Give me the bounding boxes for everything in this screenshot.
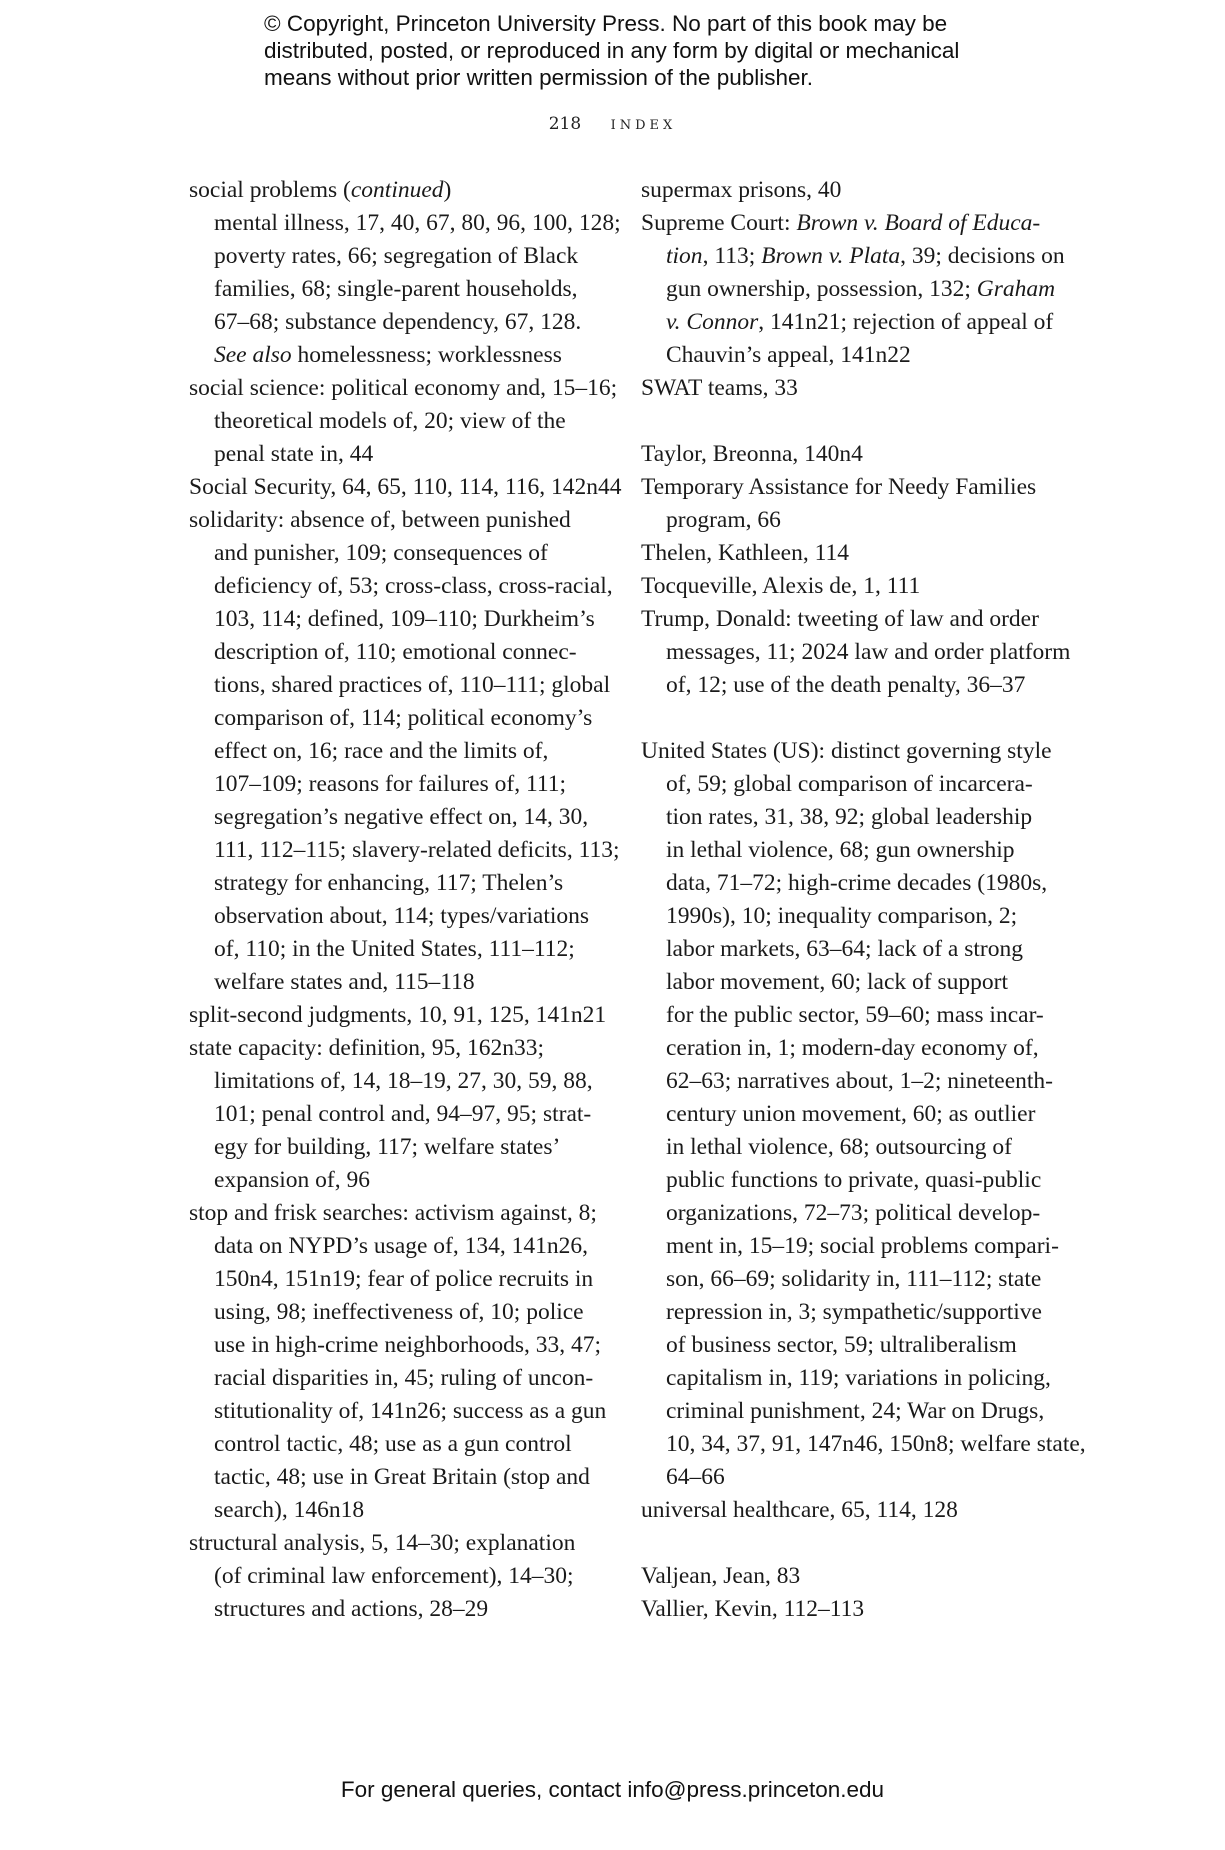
index-subentry-line: 64–66 xyxy=(666,1464,725,1490)
index-subentry-line: and punisher, 109; consequences of xyxy=(214,540,548,566)
index-entry-line: Temporary Assistance for Needy Families xyxy=(641,474,1037,500)
index-subentry-line: program, 66 xyxy=(666,507,781,533)
index-entry-line: universal healthcare, 65, 114, 128 xyxy=(641,1497,958,1523)
index-subentry-line: segregation’s negative effect on, 14, 30, xyxy=(214,804,589,830)
index-subentry-line: data, 71–72; high-crime decades (1980s, xyxy=(666,870,1048,896)
index-entry-line: stop and frisk searches: activism against, 8; xyxy=(189,1200,597,1226)
index-subentry-line: expansion of, 96 xyxy=(214,1167,370,1193)
index-subentry-line: of, 110; in the United States, 111–112; xyxy=(214,936,575,962)
index-subentry-line: ment in, 15–19; social problems compari- xyxy=(666,1233,1059,1259)
index-subentry-line: v. Connor, 141n21; rejection of appeal of xyxy=(666,309,1054,335)
index-subentry-line: of, 59; global comparison of incarcera- xyxy=(666,771,1033,797)
index-entry-line: United States (US): distinct governing style xyxy=(641,738,1052,764)
index-subentry-line: public functions to private, quasi-public xyxy=(666,1167,1042,1193)
index-subentry-line: 111, 112–115; slavery-related deficits, 113; xyxy=(214,837,620,863)
copyright-line: © Copyright, Princeton University Press. No part of this book may be xyxy=(264,11,948,36)
copyright-notice xyxy=(264,10,1024,91)
index-subentry-line: description of, 110; emotional connec- xyxy=(214,639,577,665)
index-subentry-line: tion, 113; Brown v. Plata, 39; decisions on xyxy=(666,243,1065,269)
index-subentry-line: families, 68; single-parent households, xyxy=(214,276,578,302)
index-entry-line: Vallier, Kevin, 112–113 xyxy=(641,1596,865,1622)
index-entry-line: SWAT teams, 33 xyxy=(641,375,798,401)
index-subentry-line: 10, 34, 37, 91, 147n46, 150n8; welfare state, xyxy=(666,1431,1086,1457)
index-subentry-line: Chauvin’s appeal, 141n22 xyxy=(666,342,911,368)
index-subentry-line: 1990s), 10; inequality comparison, 2; xyxy=(666,903,1018,929)
index-subentry-line: using, 98; ineffectiveness of, 10; police xyxy=(214,1299,584,1325)
index-subentry-line: See also homelessness; worklessness xyxy=(214,342,562,368)
index-subentry-line: limitations of, 14, 18–19, 27, 30, 59, 88, xyxy=(214,1068,593,1094)
index-subentry-line: for the public sector, 59–60; mass incar- xyxy=(666,1002,1044,1028)
index-entry-line: supermax prisons, 40 xyxy=(641,177,842,203)
index-subentry-line: observation about, 114; types/variations xyxy=(214,903,590,929)
index-subentry-line: strategy for enhancing, 117; Thelen’s xyxy=(214,870,564,896)
index-entry-line: social science: political economy and, 15–16; xyxy=(189,375,618,401)
index-subentry-line: capitalism in, 119; variations in policing, xyxy=(666,1365,1051,1391)
index-entry-line: Tocqueville, Alexis de, 1, 111 xyxy=(641,573,921,599)
page-number: 218 xyxy=(548,114,582,134)
index-column-left xyxy=(189,174,622,1626)
index-subentry-line: ceration in, 1; modern-day economy of, xyxy=(666,1035,1039,1061)
blank-line xyxy=(641,1527,1061,1560)
index-subentry-line: gun ownership, possession, 132; Graham xyxy=(666,276,1056,302)
index-subentry-line: theoretical models of, 20; view of the xyxy=(214,408,566,434)
index-subentry-line: use in high-crime neighborhoods, 33, 47; xyxy=(214,1332,602,1358)
index-entry-line: solidarity: absence of, between punished xyxy=(189,507,571,533)
index-subentry-line: labor movement, 60; lack of support xyxy=(666,969,1008,995)
index-entry-line: Supreme Court: Brown v. Board of Educa- xyxy=(641,210,1041,236)
blank-line xyxy=(641,405,1061,438)
index-subentry-line: structures and actions, 28–29 xyxy=(214,1596,489,1622)
index-subentry-line: messages, 11; 2024 law and order platform xyxy=(666,639,1071,665)
index-subentry-line: tactic, 48; use in Great Britain (stop and xyxy=(214,1464,590,1490)
running-head xyxy=(0,112,1225,134)
index-subentry-line: stitutionality of, 141n26; success as a gun xyxy=(214,1398,607,1424)
index-subentry-line: organizations, 72–73; political develop- xyxy=(666,1200,1041,1226)
index-subentry-line: criminal punishment, 24; War on Drugs, xyxy=(666,1398,1045,1424)
index-subentry-line: in lethal violence, 68; gun ownership xyxy=(666,837,1015,863)
index-subentry-line: data on NYPD’s usage of, 134, 141n26, xyxy=(214,1233,589,1259)
index-subentry-line: 101; penal control and, 94–97, 95; strat- xyxy=(214,1101,592,1127)
index-entry-line: Thelen, Kathleen, 114 xyxy=(641,540,849,566)
index-subentry-line: racial disparities in, 45; ruling of uncon- xyxy=(214,1365,594,1391)
index-subentry-line: search), 146n18 xyxy=(214,1497,365,1523)
blank-line xyxy=(641,702,1061,735)
index-subentry-line: egy for building, 117; welfare states’ xyxy=(214,1134,561,1160)
index-subentry-line: mental illness, 17, 40, 67, 80, 96, 100, 128; xyxy=(214,210,621,236)
index-subentry-line: 103, 114; defined, 109–110; Durkheim’s xyxy=(214,606,595,632)
index-entry-line: split-second judgments, 10, 91, 125, 141n21 xyxy=(189,1002,607,1028)
copyright-line: distributed, posted, or reproduced in any form by digital or mechanical xyxy=(264,38,960,63)
index-subentry-line: tion rates, 31, 38, 92; global leadership xyxy=(666,804,1033,830)
index-column-right xyxy=(641,174,1086,1626)
index-subentry-line: son, 66–69; solidarity in, 111–112; state xyxy=(666,1266,1042,1292)
index-entry-line: Social Security, 64, 65, 110, 114, 116, 142n44 xyxy=(189,474,622,500)
index-subentry-line: labor markets, 63–64; lack of a strong xyxy=(666,936,1023,962)
index-subentry-line: 107–109; reasons for failures of, 111; xyxy=(214,771,566,797)
index-entry-line: Valjean, Jean, 83 xyxy=(641,1563,801,1589)
index-subentry-line: penal state in, 44 xyxy=(214,441,374,467)
index-subentry-line: control tactic, 48; use as a gun control xyxy=(214,1431,572,1457)
index-subentry-line: tions, shared practices of, 110–111; global xyxy=(214,672,611,698)
running-head-title: index xyxy=(610,112,677,134)
index-subentry-line: (of criminal law enforcement), 14–30; xyxy=(214,1563,574,1589)
index-subentry-line: of business sector, 59; ultraliberalism xyxy=(666,1332,1017,1358)
index-subentry-line: deficiency of, 53; cross-class, cross-racial, xyxy=(214,573,613,599)
index-subentry-line: 62–63; narratives about, 1–2; nineteenth- xyxy=(666,1068,1053,1094)
index-entry-line: state capacity: definition, 95, 162n33; xyxy=(189,1035,545,1061)
index-subentry-line: in lethal violence, 68; outsourcing of xyxy=(666,1134,1012,1160)
footer-contact: For general queries, contact info@press.princeton.edu xyxy=(340,1777,885,1802)
index-subentry-line: 150n4, 151n19; fear of police recruits in xyxy=(214,1266,594,1292)
index-entry-line: social problems (continued) xyxy=(189,177,452,203)
index-subentry-line: welfare states and, 115–118 xyxy=(214,969,475,995)
index-subentry-line: of, 12; use of the death penalty, 36–37 xyxy=(666,672,1026,698)
index-subentry-line: effect on, 16; race and the limits of, xyxy=(214,738,549,764)
index-entry-line: structural analysis, 5, 14–30; explanation xyxy=(189,1530,576,1556)
index-subentry-line: comparison of, 114; political economy’s xyxy=(214,705,593,731)
index-subentry-line: poverty rates, 66; segregation of Black xyxy=(214,243,579,269)
index-subentry-line: 67–68; substance dependency, 67, 128. xyxy=(214,309,582,335)
index-subentry-line: repression in, 3; sympathetic/supportive xyxy=(666,1299,1042,1325)
index-subentry-line: century union movement, 60; as outlier xyxy=(666,1101,1036,1127)
index-entry-line: Taylor, Breonna, 140n4 xyxy=(641,441,863,467)
index-entry-line: Trump, Donald: tweeting of law and order xyxy=(641,606,1039,632)
copyright-line: means without prior written permission of the publisher. xyxy=(264,65,814,90)
